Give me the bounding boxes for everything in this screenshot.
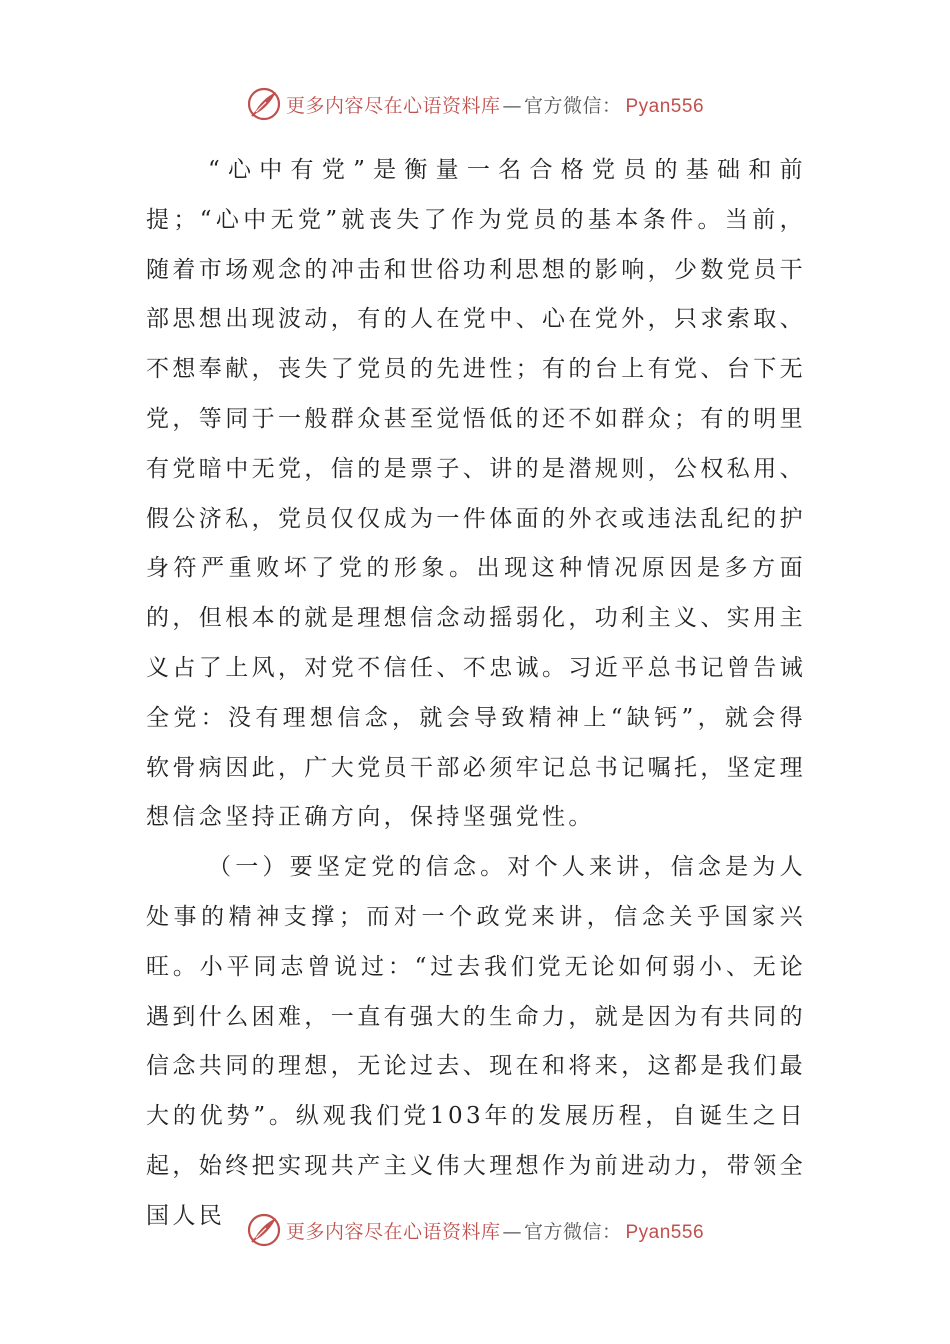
footer-watermark [0,1208,950,1252]
header-watermark [0,82,950,126]
watermark-text [286,1217,704,1244]
paragraph-1: “心中有党”是衡量一名合格党员的基础和前提；“心中无党”就丧失了作为党员的基本条件。当前，随着市场观念的冲击和世俗功利思想的影响，少数党员干部思想出现波动，有的人在党中、心在党外，只求索取、不想奉献，丧失了党员的先进性；有的台上有党、台下无党，等同于一般群众甚至觉悟低的还不如群众；有的明里有党暗中无党，信的是票子、讲的是潜规则，公权私用、假公济私，党员仅仅成为一件体面的外衣或违法乱纪的护身符严重败坏了党的形象。出现这种情况原因是多方面的，但根本的就是理想信念动摇弱化，功利主义、实用主义占了上风，对党不信任、不忠诚。习近平总书记曾告诫全党：没有理想信念，就会导致精神上“缺钙”，就会得软骨病因此，广大党员干部必须牢记总书记嘱托，坚定理想信念坚持正确方向，保持坚强党性。 [146,157,806,831]
watermark-wechat-id: Pyan556 [625,95,705,117]
watermark-site: 更多内容尽在心语资料库 [285,94,501,117]
watermark-dash: — [502,94,522,117]
document-body [146,146,806,1242]
watermark-wechat-label: 官方微信： [523,94,622,117]
watermark-dash: — [502,1220,522,1243]
watermark-wechat-id: Pyan556 [625,1221,705,1243]
watermark-wechat-label: 官方微信： [523,1220,622,1243]
watermark-text [286,91,704,118]
quill-pen-logo-icon [246,1212,282,1248]
watermark-site: 更多内容尽在心语资料库 [285,1220,501,1243]
paragraph-2: （一）要坚定党的信念。对个人来讲，信念是为人处事的精神支撑；而对一个政党来讲，信念关乎国家兴旺。小平同志曾说过：“过去我们党无论如何弱小、无论遇到什么困难，一直有强大的生命力，就是因为有共同的信念共同的理想，无论过去、现在和将来，这都是我们最大的优势”。纵观我们党103年的发展历程，自诞生之日起，始终把实现共产主义伟大理想作为前进动力，带领全国人民 [146,854,806,1229]
quill-pen-logo-icon [246,86,282,122]
